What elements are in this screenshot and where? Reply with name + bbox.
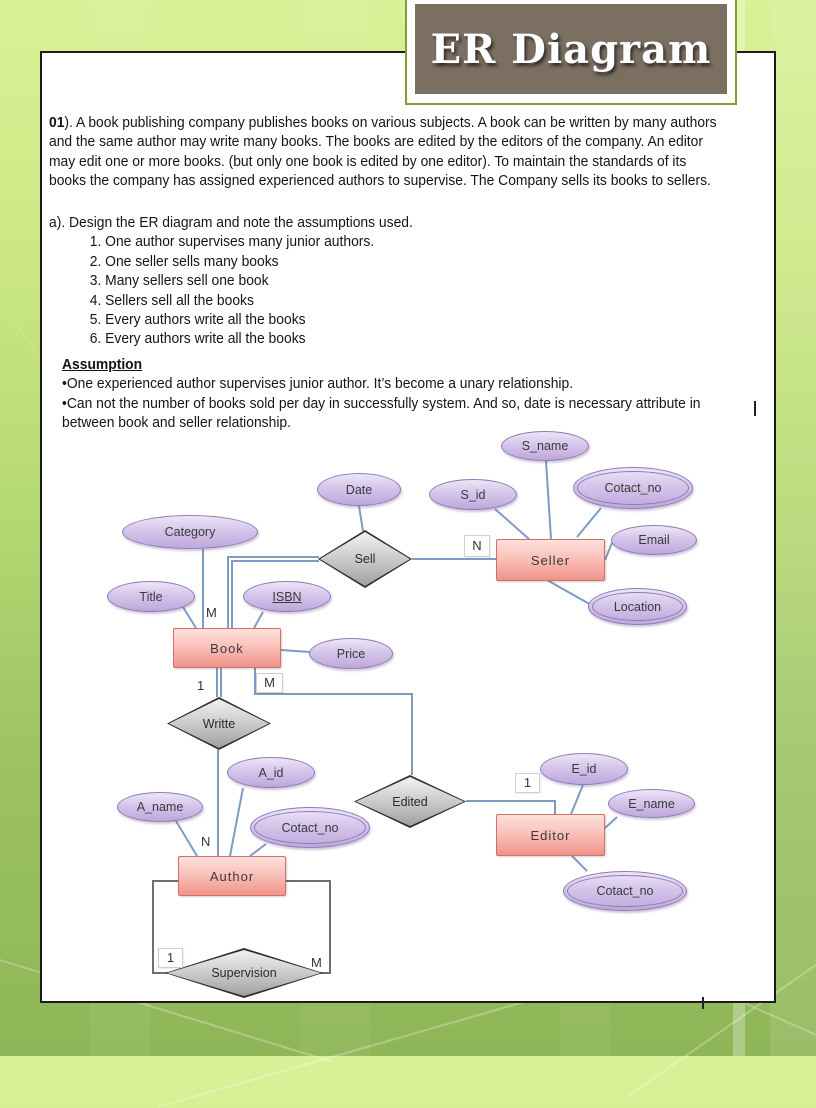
attribute-price-label: Price <box>336 646 366 661</box>
problem-line: 01). A book publishing company publishes books on various subjects. A book can be written by many authors <box>49 115 717 131</box>
entity-editor-label: Editor <box>530 827 571 843</box>
problem-number: 01 <box>49 115 65 131</box>
attribute-contact-no-seller-label: Cotact_no <box>604 481 662 495</box>
assumption-heading: Assumption <box>62 357 143 373</box>
cardinality-supervision-one: 1 <box>158 948 183 968</box>
assumption-bullet: between book and seller relationship. <box>62 415 291 432</box>
task-list <box>49 214 413 350</box>
cardinality-book-sell: M <box>206 605 217 620</box>
assumption-bullet: •One experienced author supervises junior author. It’s become a unary relationship. <box>62 376 574 393</box>
title-banner-panel <box>415 4 727 94</box>
attribute-date-label: Date <box>345 482 373 497</box>
attribute-e-name[interactable] <box>608 789 695 818</box>
multivalued-ring <box>592 592 683 621</box>
attribute-contact-no-author[interactable] <box>250 807 370 848</box>
multivalued-ring <box>567 875 683 907</box>
attribute-contact-no-editor[interactable] <box>563 871 687 911</box>
assumption-bullet: •Can not the number of books sold per day in successfully system. And so, date is necessary attribute in <box>62 395 701 412</box>
attribute-isbn-label: ISBN <box>272 589 302 604</box>
relationship-writte[interactable] <box>167 697 271 750</box>
problem-line: books the company has assigned experienced authors to supervise. The Company sells its books to sellers. <box>49 173 711 190</box>
relationship-edited[interactable] <box>354 775 466 828</box>
attribute-e-name-label: E_name <box>628 796 675 811</box>
attribute-e-id-label: E_id <box>571 762 597 776</box>
assumption-block <box>62 356 701 434</box>
attribute-e-id[interactable] <box>540 753 628 785</box>
attribute-date[interactable] <box>317 473 401 506</box>
problem-line: may edit one or more books. (but only one book is edited by one editor). To maintain the standards of its <box>49 153 687 170</box>
attribute-price[interactable] <box>309 638 393 669</box>
attribute-email[interactable] <box>611 525 697 555</box>
attribute-a-id-label: A_id <box>258 765 284 780</box>
entity-seller-label: Seller <box>530 552 571 568</box>
attribute-a-name[interactable] <box>117 792 203 822</box>
attribute-s-id-label: S_id <box>460 487 486 502</box>
attribute-a-name-label: A_name <box>136 800 184 814</box>
cardinality-author-writte: N <box>201 834 211 849</box>
attribute-email-label: Email <box>638 533 670 547</box>
attribute-s-id[interactable] <box>429 479 517 510</box>
entity-book[interactable] <box>173 628 281 668</box>
attribute-category-label: Category <box>164 525 216 539</box>
attribute-contact-no-editor-label: Cotact_no <box>596 884 654 898</box>
task-item: 5. Every authors write all the books <box>89 311 306 328</box>
attribute-contact-no-seller[interactable] <box>573 467 693 509</box>
task-intro: a). Design the ER diagram and note the assumptions used. <box>49 215 413 231</box>
page-title: ER Diagram <box>430 25 712 73</box>
attribute-title-label: Title <box>139 589 163 604</box>
relationship-edited-label: Edited <box>392 794 428 809</box>
relationship-supervision-label: Supervision <box>211 966 277 980</box>
relationship-supervision[interactable] <box>165 948 323 998</box>
relationship-sell[interactable] <box>318 530 412 588</box>
attribute-category[interactable] <box>122 515 258 549</box>
task-item: 2. One seller sells many books <box>89 253 279 270</box>
cardinality-supervision-many: M <box>311 955 322 970</box>
relationship-sell-label: Sell <box>354 552 376 566</box>
task-item: 4. Sellers sell all the books <box>89 292 254 309</box>
multivalued-ring <box>577 471 689 505</box>
entity-author-label: Author <box>209 868 255 884</box>
relationship-writte-label: Writte <box>202 716 236 731</box>
text-cursor-mark <box>702 997 704 1009</box>
task-item: 3. Many sellers sell one book <box>89 273 269 290</box>
entity-editor[interactable] <box>496 814 605 856</box>
problem-paragraph <box>49 114 717 192</box>
attribute-s-name[interactable] <box>501 431 589 461</box>
entity-seller[interactable] <box>496 539 605 581</box>
text-caret <box>754 401 756 416</box>
task-item: 1. One author supervises many junior authors. <box>89 234 375 251</box>
attribute-location-label: Location <box>613 599 662 614</box>
task-item: 6. Every authors write all the books <box>89 331 306 348</box>
attribute-a-id[interactable] <box>227 757 315 788</box>
attribute-location[interactable] <box>588 588 687 625</box>
title-banner <box>405 0 737 105</box>
attribute-contact-no-author-label: Cotact_no <box>281 820 339 835</box>
entity-author[interactable] <box>178 856 286 896</box>
cardinality-editor-edited: 1 <box>515 773 540 793</box>
cardinality-book-writte: 1 <box>197 678 205 693</box>
problem-line: and the same author may write many books. The books are edited by the editors of the company. An editor <box>49 134 703 151</box>
attribute-s-name-label: S_name <box>521 439 569 453</box>
multivalued-ring <box>254 811 366 844</box>
background-band <box>770 0 816 1056</box>
entity-book-label: Book <box>210 640 244 656</box>
cardinality-book-edited: M <box>256 673 283 693</box>
attribute-title[interactable] <box>107 581 195 612</box>
cardinality-sell-seller: N <box>464 535 490 557</box>
attribute-isbn[interactable] <box>243 581 331 612</box>
